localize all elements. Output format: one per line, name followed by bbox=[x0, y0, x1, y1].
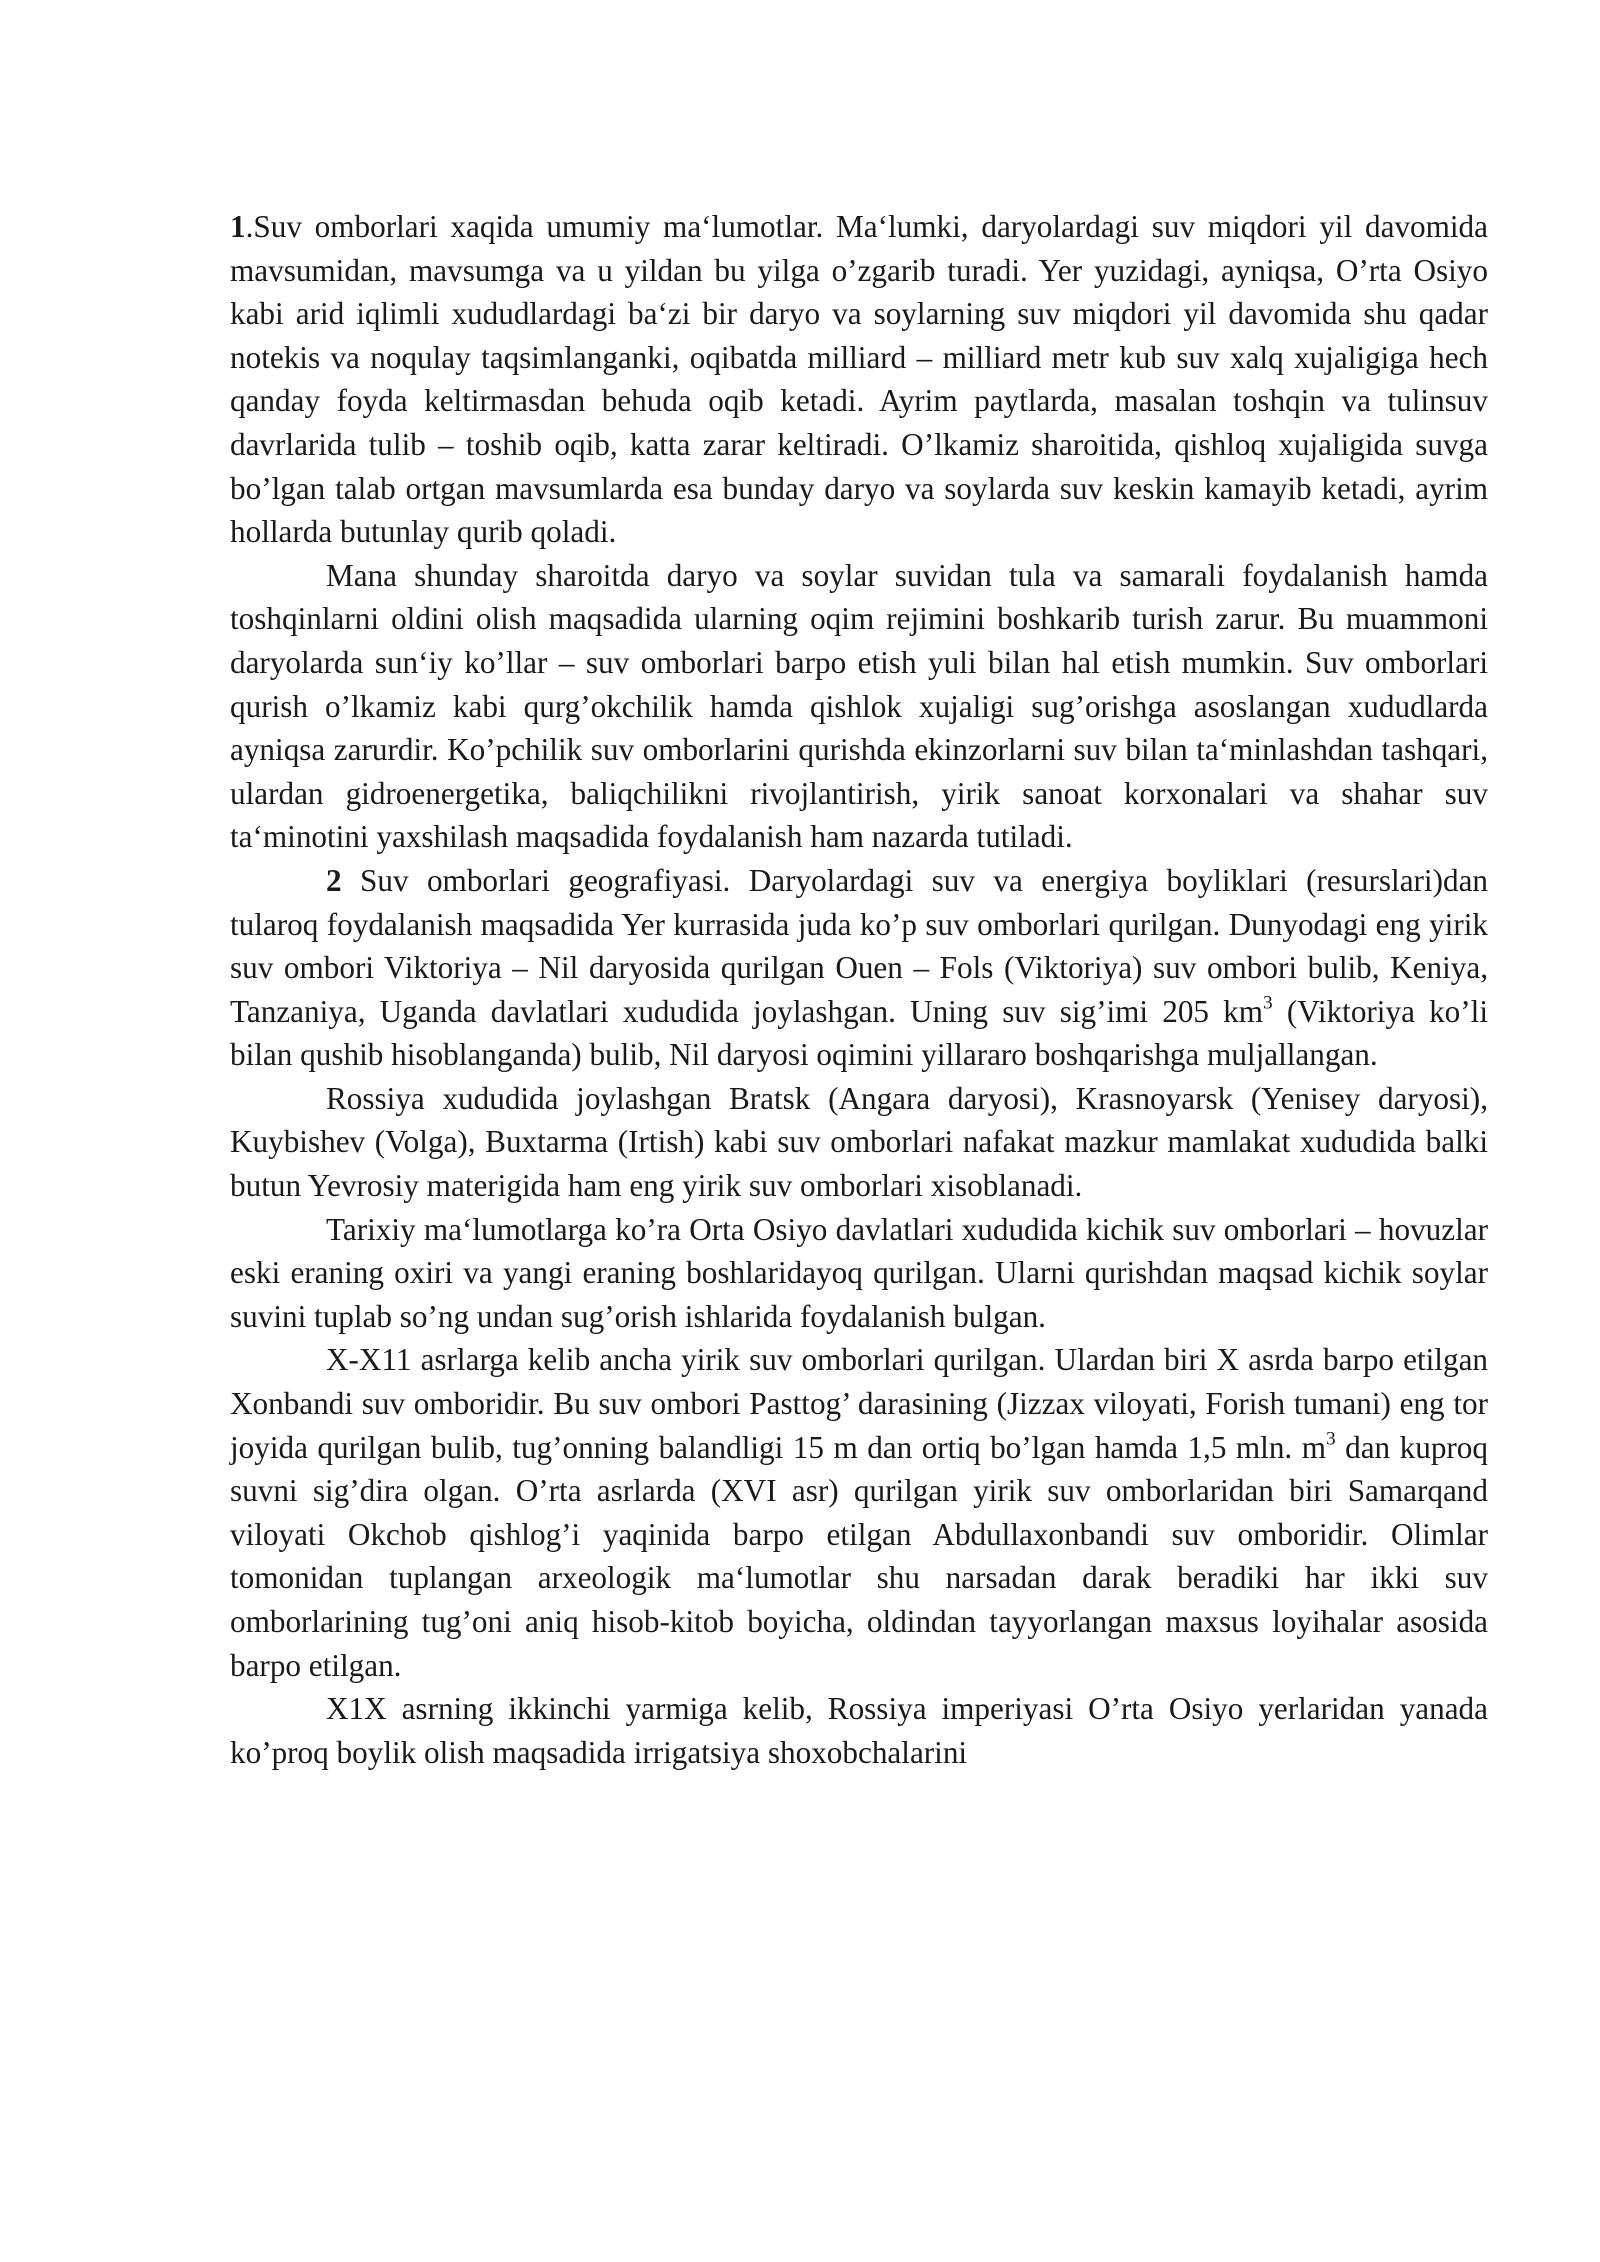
paragraph-history: Tarixiy ma‘lumotlarga ko’ra Orta Osiyo davlatlari xududida kichik suv omborlari – hovuzlar eski eraning oxiri va yangi eraning boshlaridayoq qurilgan. Ularni qurishdan maqsad kichik soylar suvini tuplab so’ng undan sug’orish ishlarida foydalanish bulgan. bbox=[230, 1211, 1488, 1334]
paragraph-russia: Rossiya xududida joylashgan Bratsk (Angara daryosi), Krasnoyarsk (Yenisey daryosi), Kuybishev (Volga), Buxtarma (Irtish) kabi suv omborlari nafakat mazkur mamlakat xududida balki butun Yevrosiy materigida ham eng yirik suv omborlari xisoblanadi. bbox=[230, 1080, 1488, 1204]
document-page bbox=[230, 205, 1488, 1774]
paragraph-medieval-text-a: X-X11 asrlarga kelib ancha yirik suv omborlari qurilgan. Ulardan biri X asrda barpo etilgan Xonbandi suv omboridir. Bu suv ombori Pasttog’ darasining (Jizzax viloyati, Forish tumani) eng tor joyida qurilgan bulib, tug’onning balandligi 15 m dan ortiq bo’lgan hamda 1,5 mln. m bbox=[230, 1342, 1488, 1465]
paragraph-regulation: Mana shunday sharoitda daryo va soylar suvidan tula va samarali foydalanish hamda toshqinlarni oldini olish maqsadida ularning oqim rejimini boshkarib turish zarur. Bu muammoni daryolarda sun‘iy ko’llar – suv omborlari barpo etish yuli bilan hal etish mumkin. Suv omborlari qurish o’lkamiz kabi qurg’okchilik hamda qishlok xujaligi sug’orishga asoslangan xududlarda ayniqsa zarurdir. Ko’pchilik suv omborlarini qurishda ekinzorlarni suv bilan ta‘minlashdan tashqari, ulardan gidroenergetika, baliqchilikni rivojlantirish, yirik sanoat korxonalari va shahar suv ta‘minotini yaxshilash maqsadida foydalanish ham nazarda tutiladi. bbox=[230, 557, 1488, 855]
section-number-1: 1 bbox=[230, 209, 246, 244]
paragraph-medieval bbox=[230, 1338, 1488, 1687]
paragraph-geography bbox=[230, 859, 1488, 1077]
paragraph-19th-century: X1X asrning ikkinchi yarmiga kelib, Rossiya imperiyasi O’rta Osiyo yerlaridan yanada ko’proq boylik olish maqsadida irrigatsiya shoxobchalarini bbox=[230, 1691, 1488, 1770]
paragraph-geography-text-b: (Viktoriya ko’li bilan qushib hisoblanganda) bulib, Nil daryosi oqimini yillararo boshqarishga muljallangan. bbox=[230, 993, 1488, 1073]
paragraph-intro bbox=[230, 205, 1488, 554]
superscript-3: 3 bbox=[1263, 992, 1273, 1014]
paragraph-intro-text: .Suv omborlari xaqida umumiy ma‘lumotlar. Ma‘lumki, daryolardagi suv miqdori yil davomida mavsumidan, mavsumga va u yildan bu yilga o’zgarib turadi. Yer yuzidagi, ayniqsa, O’rta Osiyo kabi arid iqlimli xududlardagi ba‘zi bir daryo va soylarning suv miqdori yil davomida shu qadar notekis va noqulay taqsimlanganki, oqibatda milliard – milliard metr kub suv xalq xujaligiga hech qanday foyda keltirmasdan behuda oqib ketadi. Ayrim paytlarda, masalan toshqin va tulinsuv davrlarida tulib – toshib oqib, katta zarar keltiradi. O’lkamiz sharoitida, qishloq xujaligida suvga bo’lgan talab ortgan mavsumlarda esa bunday daryo va soylarda suv keskin kamayib ketadi, ayrim hollarda butunlay qurib qoladi. bbox=[230, 209, 1488, 550]
superscript-3: 3 bbox=[1325, 1428, 1336, 1450]
section-number-2: 2 bbox=[326, 862, 342, 898]
paragraph-geography-text-a: Suv omborlari geografiyasi. Daryolardagi suv va energiya boyliklari (resurslari)dan tularoq foydalanish maqsadida Yer kurrasida juda ko’p suv omborlari qurilgan. Dunyodagi eng yirik suv ombori Viktoriya – Nil daryosida qurilgan Ouen – Fols (Viktoriya) suv ombori bulib, Keniya, Tanzaniya, Uganda davlatlari xududida joylashgan. Uning suv sig’imi 205 km bbox=[230, 862, 1488, 1029]
paragraph-medieval-text-b: dan kuproq suvni sig’dira olgan. O’rta asrlarda (XVI asr) qurilgan yirik suv omborlaridan biri Samarqand viloyati Okchob qishlog’i yaqinida barpo etilgan Abdullaxonbandi suv omboridir. Olimlar tomonidan tuplangan arxeologik ma‘lumotlar shu narsadan darak beradiki har ikki suv omborlarining tug’oni aniq hisob-kitob boyicha, oldindan tayyorlangan maxsus loyihalar asosida barpo etilgan. bbox=[230, 1429, 1488, 1683]
